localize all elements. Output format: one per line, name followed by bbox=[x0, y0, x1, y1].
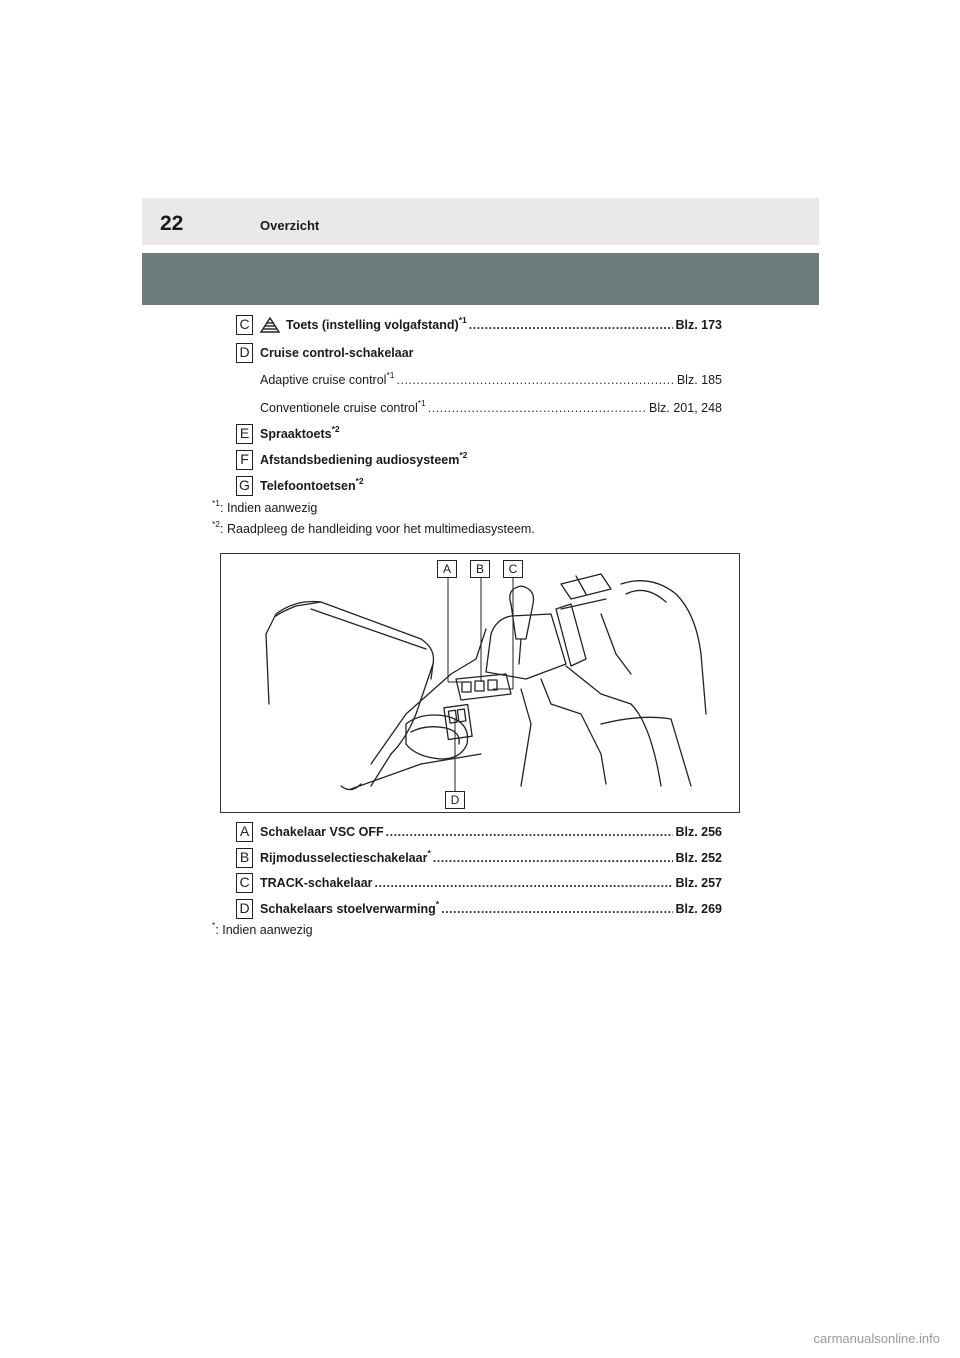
entry-row bbox=[236, 314, 736, 336]
footnote-mark: *1 bbox=[417, 398, 426, 408]
callout-b: B bbox=[470, 560, 490, 578]
entry-row bbox=[236, 872, 736, 894]
footnote bbox=[212, 520, 535, 538]
entry-label: Cruise control-schakelaar bbox=[260, 346, 414, 360]
footnote-mark: *2 bbox=[355, 476, 364, 486]
badge-b: B bbox=[236, 848, 253, 868]
page-reference[interactable]: Blz. 173 bbox=[675, 318, 722, 332]
badge-a: A bbox=[236, 822, 253, 842]
footnote-mark: * bbox=[435, 899, 440, 909]
entry-label: Telefoontoetsen bbox=[260, 479, 356, 493]
page-number: 22 bbox=[160, 212, 184, 235]
entry-label: Adaptive cruise control bbox=[260, 373, 387, 387]
footnote-mark: *2 bbox=[459, 450, 468, 460]
entry-label: Conventionele cruise control bbox=[260, 401, 418, 415]
header-band bbox=[142, 198, 819, 245]
badge-e: E bbox=[236, 424, 253, 444]
center-console-drawing bbox=[221, 554, 740, 813]
entry-row bbox=[236, 475, 736, 497]
page-reference[interactable]: Blz. 256 bbox=[675, 825, 722, 839]
entry-row bbox=[236, 342, 736, 364]
badge-g: G bbox=[236, 476, 253, 496]
page-reference[interactable]: Blz. 185 bbox=[676, 373, 722, 387]
section-title: Overzicht bbox=[260, 218, 320, 233]
entry-row bbox=[236, 449, 736, 471]
entry-row bbox=[236, 821, 736, 843]
entry-label: Afstandsbediening audiosysteem bbox=[260, 453, 460, 467]
entry-row bbox=[236, 397, 736, 419]
footnote-mark: *1 bbox=[458, 315, 467, 325]
entry-label: Spraaktoets bbox=[260, 427, 332, 441]
page-reference[interactable]: Blz. 252 bbox=[675, 851, 722, 865]
entry-row bbox=[236, 898, 736, 920]
footnote-mark: *2 bbox=[212, 519, 221, 529]
badge-d: D bbox=[236, 343, 253, 363]
footnote-mark: * bbox=[427, 848, 431, 858]
callout-d: D bbox=[445, 791, 465, 809]
footnote-mark: *1 bbox=[212, 498, 221, 508]
entry-label: Schakelaar VSC OFF bbox=[260, 825, 384, 839]
page-reference[interactable]: Blz. 269 bbox=[675, 902, 722, 916]
page-reference[interactable]: Blz. 201, 248 bbox=[649, 401, 722, 415]
badge-f: F bbox=[236, 450, 253, 470]
entry-label: Toets (instelling volgafstand) bbox=[286, 318, 459, 332]
footnote-mark: *2 bbox=[331, 424, 340, 434]
entry-row bbox=[236, 369, 736, 391]
section-banner bbox=[142, 253, 819, 305]
footnote-text: : Indien aanwezig bbox=[220, 501, 318, 515]
footnote bbox=[212, 499, 317, 517]
distance-setting-icon bbox=[260, 317, 280, 340]
console-illustration bbox=[220, 553, 740, 813]
badge-c: C bbox=[236, 873, 253, 893]
page-reference[interactable]: Blz. 257 bbox=[675, 876, 722, 890]
entry-label: Schakelaars stoelverwarming bbox=[260, 902, 436, 916]
watermark: carmanualsonline.info bbox=[813, 1331, 940, 1346]
footnote-mark: * bbox=[212, 920, 216, 930]
callout-c: C bbox=[503, 560, 523, 578]
entry-row bbox=[236, 847, 736, 869]
footnote bbox=[212, 921, 313, 939]
callout-a: A bbox=[437, 560, 457, 578]
footnote-text: : Raadpleeg de handleiding voor het multimediasysteem. bbox=[220, 522, 535, 536]
entry-row bbox=[236, 423, 736, 445]
entry-label: Rijmodusselectieschakelaar bbox=[260, 851, 428, 865]
entry-label: TRACK-schakelaar bbox=[260, 876, 373, 890]
footnote-text: : Indien aanwezig bbox=[215, 923, 313, 937]
badge-c: C bbox=[236, 315, 253, 335]
footnote-mark: *1 bbox=[386, 370, 395, 380]
badge-d: D bbox=[236, 899, 253, 919]
